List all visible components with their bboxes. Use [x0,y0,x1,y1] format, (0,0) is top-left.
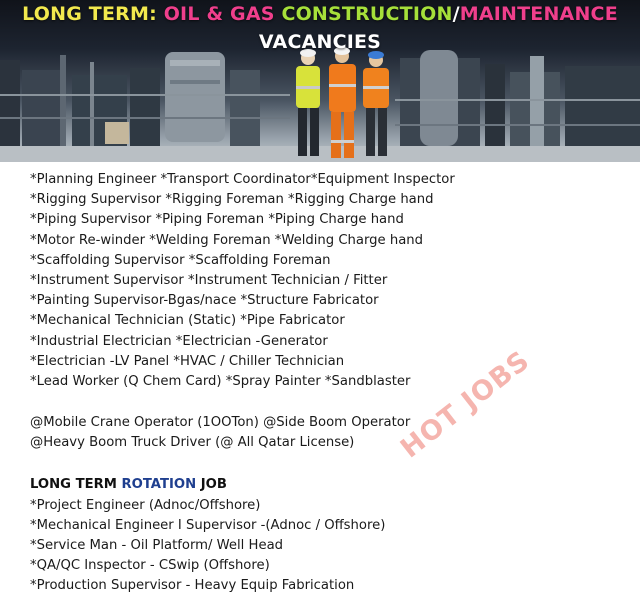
vacancy-list [30,170,630,597]
rotation-line: *Production Supervisor - Heavy Equip Fabrication [30,578,355,594]
vacancy-line: *Piping Supervisor *Piping Foreman *Piping Charge hand [30,212,404,228]
title-part-long-term: LONG TERM: [22,3,164,25]
rotation-line: *Mechanical Engineer I Supervisor -(Adnoc / Offshore) [30,517,386,533]
vacancy-line: *Instrument Supervisor *Instrument Technician / Fitter [30,272,388,288]
title-part-oil-gas: OIL & GAS [163,3,282,25]
operator-line: @Heavy Boom Truck Driver (@ All Qatar License) [30,434,355,450]
rotation-heading [30,474,630,496]
vacancy-line: *Planning Engineer *Transport Coordinator*Equipment Inspector [30,172,455,187]
rotation-line: *Service Man - Oil Platform/ Well Head [30,538,284,553]
vacancy-line: *Lead Worker (Q Chem Card) *Spray Painter *Sandblaster [30,373,411,389]
operator-line: @Mobile Crane Operator (1OOTon) @Side Boom Operator [30,414,411,430]
spacer [30,453,630,474]
rotation-heading-accent: ROTATION [121,476,197,492]
rotation-heading-suffix: JOB [196,476,227,492]
banner-title-line-2: VACANCIES [258,31,382,53]
vacancy-line: *Rigging Supervisor *Rigging Foreman *Rigging Charge hand [30,192,434,208]
title-part-slash: / [452,3,460,25]
vacancy-line: *Industrial Electrician *Electrician -Generator [30,333,328,349]
spacer [30,392,630,413]
title-part-maintenance: MAINTENANCE [459,3,618,25]
title-part-construction: CONSTRUCTION [281,3,453,25]
rotation-line: *QA/QC Inspector - CSwip (Offshore) [30,558,270,574]
vacancy-line: *Painting Supervisor-Bgas/nace *Structure Fabricator [30,293,379,309]
rotation-line: *Project Engineer (Adnoc/Offshore) [30,497,261,513]
banner-title-line-1 [0,3,640,25]
hot-jobs-watermark: HOT JOBS [395,344,536,465]
vacancy-line: *Scaffolding Supervisor *Scaffolding Foreman [30,252,331,268]
rotation-heading-prefix: LONG TERM [30,476,122,492]
vacancy-line: *Mechanical Technician (Static) *Pipe Fabricator [30,313,345,329]
header-banner [0,0,640,162]
vacancy-line: *Motor Re-winder *Welding Foreman *Welding Charge hand [30,232,424,248]
vacancy-line: *Electrician -LV Panel *HVAC / Chiller Technician [30,353,345,369]
